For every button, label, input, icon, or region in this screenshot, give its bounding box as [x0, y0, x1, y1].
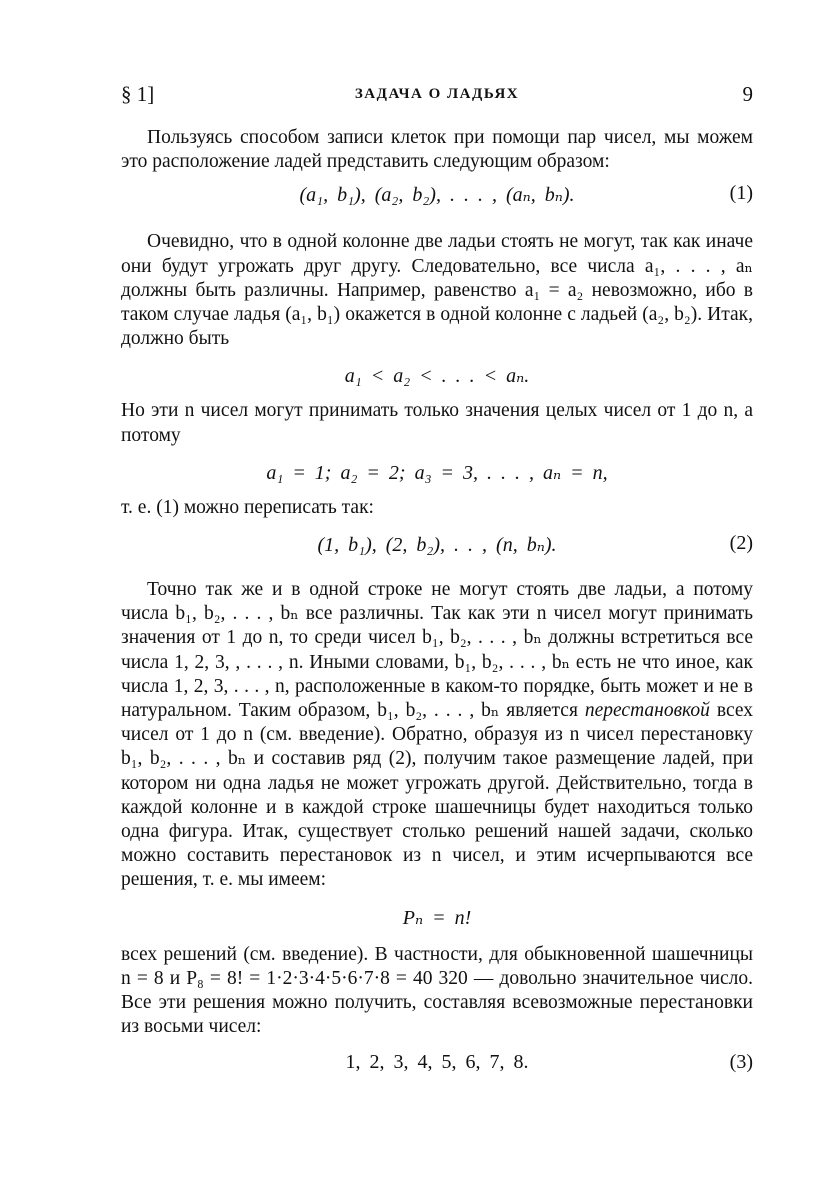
chapter-title: ЗАДАЧА О ЛАДЬЯХ	[354, 86, 520, 102]
formula-permutations-body: Pₙ = n!	[402, 906, 472, 929]
paragraph-1: Пользуясь способом записи клеток при помощи пар чисел, мы можем это расположение ладей представить следующим образом:	[121, 127, 753, 173]
formula-permutations	[121, 893, 753, 943]
formula-1-number: (1)	[729, 182, 753, 205]
paragraph-6: всех решений (см. введение). В частности, для обыкновенной шашечницы n = 8 и P₈ = 8! = 1·2·3·4·5·6·7·8 = 40 320 — довольно значительное число. Все эти решения можно получить, составляя всевозможные перестановки из восьми чисел:	[121, 943, 753, 1038]
formula-2-body: (1, b₁), (2, b₂), . . , (n, bₙ).	[317, 534, 557, 557]
emphasis-permutation: перестановкой	[584, 700, 710, 722]
formula-2	[121, 520, 753, 568]
paragraph-2: Очевидно, что в одной колонне две ладьи стоять не могут, так как иначе они будут угрожать друг другу. Следовательно, все числа a₁, . . . , aₙ должны быть различны. Например, равенство a₁ = a₂ невозможно, ибо в таком случае ладья (a₁, b₁) окажется в одной колонне с ладьей (a₂, b₂). Итак, должно быть	[121, 231, 753, 350]
formula-inequality	[121, 351, 753, 399]
formula-inequality-body: a₁ < a₂ < . . . < aₙ.	[344, 365, 530, 388]
paragraph-5	[121, 578, 753, 893]
section-marker: § 1]	[121, 82, 155, 106]
formula-3-body: 1, 2, 3, 4, 5, 6, 7, 8.	[345, 1051, 529, 1074]
formula-equalities	[121, 448, 753, 496]
paragraph-5-start: Точно так же и в одной строке не могут стоять две ладьи, а потому числа b₁, b₂, . . . , bₙ все различны. Так как эти n чисел могут принимать значения от 1 до n, то среди чисел b₁, b₂, . . . , bₙ должны встретиться все числа 1, 2, 3, , . . . , n. Иными словами, b₁, b₂, . . . , bₙ есть не что иное, как числа 1, 2, 3, . . . , n, расположенные в каком-то порядке, быть может и не в натуральном. Таким образом, b₁, b₂, . . . , bₙ является	[121, 579, 753, 722]
book-page	[121, 82, 753, 1085]
paragraph-3: Но эти n чисел могут принимать только значения целых чисел от 1 до n, а потому	[121, 400, 753, 446]
page-number: 9	[742, 82, 753, 106]
formula-3-number: (3)	[729, 1051, 753, 1074]
formula-1-body: (a₁, b₁), (a₂, b₂), . . . , (aₙ, bₙ).	[299, 184, 575, 207]
formula-3	[121, 1039, 753, 1085]
paragraph-4: т. е. (1) можно переписать так:	[121, 496, 374, 518]
running-header	[121, 82, 753, 112]
formula-equalities-body: a₁ = 1; a₂ = 2; a₃ = 3, . . . , aₙ = n,	[266, 461, 608, 484]
formula-1	[121, 174, 753, 220]
paragraph-5-end: всех чисел от 1 до n (см. введение). Обратно, образуя из n чисел перестановку b₁, b₂, . . . , bₙ и составив ряд (2), получим такое размещение ладей, при котором ни одна ладья не может угрожать другой. Действительно, тогда в каждой колонне и в каждой строке шашечницы будет находиться только одна фигура. Итак, существует столько решений нашей задачи, сколько можно составить перестановок из n чисел, и этим исчерпываются все решения, т. е. мы имеем:	[121, 700, 753, 891]
formula-2-number: (2)	[729, 532, 753, 555]
